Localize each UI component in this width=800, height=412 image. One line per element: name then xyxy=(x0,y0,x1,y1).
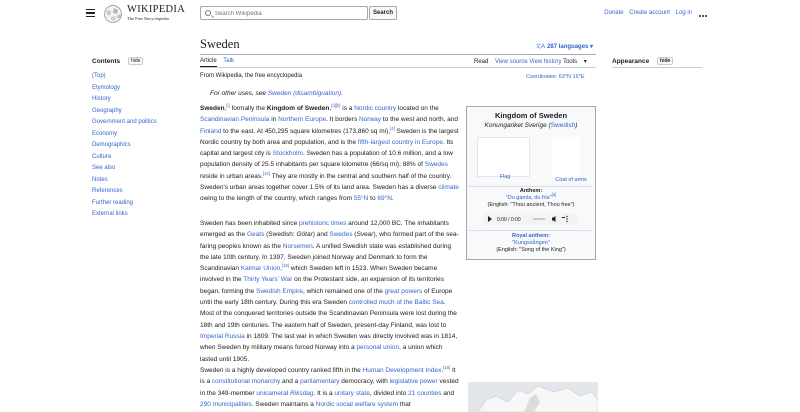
tab-article[interactable]: Article xyxy=(200,58,217,67)
toc-item-culture[interactable]: Culture xyxy=(92,153,112,160)
wordmark-tagline: The Free Encyclopedia xyxy=(127,16,169,21)
toc-item-external-links[interactable]: External links xyxy=(92,211,128,217)
site-subtitle: From Wikipedia, the free encyclopedia xyxy=(200,73,303,79)
toc-item-geography[interactable]: Geography xyxy=(92,107,122,114)
tab-view-history[interactable]: View history xyxy=(529,59,562,65)
anthem-block xyxy=(467,188,595,209)
toc-item-references[interactable]: References xyxy=(92,188,123,194)
royal-anthem-link[interactable]: "Kungssången" xyxy=(512,240,550,246)
appearance-divider xyxy=(612,67,702,68)
search-input[interactable] xyxy=(215,8,365,19)
coat-of-arms-caption-link[interactable]: Coat of arms xyxy=(555,177,587,183)
anthem-label: Anthem: xyxy=(519,188,543,194)
wikipedia-globe-icon[interactable] xyxy=(102,4,124,23)
languages-button[interactable]: 文A 287 languages ▾ xyxy=(535,44,594,50)
languages-label: 287 languages xyxy=(547,44,589,50)
location-map[interactable] xyxy=(468,382,598,412)
flag-image[interactable] xyxy=(477,137,530,177)
title-divider xyxy=(200,54,596,55)
player-time: 0:00 / 0:00 xyxy=(497,217,521,223)
toc-heading: Contents xyxy=(92,58,121,65)
coordinates-link[interactable]: Coordinates: 63°N 16°E xyxy=(526,74,585,80)
page-title: Sweden xyxy=(200,37,240,51)
toc-item-government[interactable]: Government and politics xyxy=(92,119,157,125)
table-of-contents xyxy=(92,57,187,223)
toc-item-history[interactable]: History xyxy=(92,96,111,102)
infobox-native-name: Konungariket Sverige (Swedish) xyxy=(484,122,578,129)
more-options-icon[interactable] xyxy=(562,217,565,218)
audio-player[interactable] xyxy=(483,213,579,225)
flag-caption-link[interactable]: Flag xyxy=(499,174,511,180)
more-options-icon[interactable] xyxy=(699,12,708,19)
anthem-link[interactable]: "Du gamla, du fria" xyxy=(505,195,552,201)
royal-anthem-translation: (English: "Song of the King") xyxy=(496,247,566,253)
search-icon xyxy=(205,10,211,16)
lead-paragraph-2: Sweden has been inhabited since prehistoric times around 12,000 BC. The inhabitants emerged as the Geats (Swedish: Götar) and Swedes (Svear), who formed part of the sea-faring peoples known as the Norsemen. A unified Swedish state was established during the late 10th century. In 1397, Sweden joined Norway and Denmark to form the Scandinavian Kalmar Union,[15] which Sweden left in 1523. When Sweden became involved in the Thirty Years' War on the Protestant side, an expansion of its territories began, forming the Swedish Empire, which remained one of the great powers of Europe until the early 18th century. During this era Sweden controlled much of the Baltic Sea. Most of the conquered territories outside the Scandinavian Peninsula were lost during the 18th and 19th centuries. The eastern half of Sweden, present-day Finland, was lost to Imperial Russia in 1809. The last war in which Sweden was directly involved was in 1814, when Sweden by military means forced Norway into a personal union, a union which lasted until 1905. xyxy=(200,220,459,363)
toc-item-etymology[interactable]: Etymology xyxy=(92,84,121,91)
toc-hide-button[interactable]: hide xyxy=(128,57,143,65)
view-tabs xyxy=(474,58,592,65)
main-menu-icon[interactable] xyxy=(86,9,95,17)
language-icon: 文A xyxy=(535,44,546,50)
toc-item-notes[interactable]: Notes xyxy=(92,176,108,183)
toc-item-demographics[interactable]: Demographics xyxy=(92,142,131,148)
anthem-translation: (English: "Thou ancient, Thou free") xyxy=(487,202,575,208)
tab-talk[interactable]: Talk xyxy=(223,58,234,64)
appearance-panel xyxy=(612,57,673,65)
login-link[interactable]: Log in xyxy=(675,10,692,16)
tab-read[interactable]: Read xyxy=(474,59,488,68)
tools-label: Tools xyxy=(563,59,578,65)
lead-paragraph-1: Sweden,[i] formally the Kingdom of Sweden,[d][h] is a Nordic country located on the Scandinavian Peninsula in Northern Europe. It borders Norway to the west and north, and Finland to the east. At 450,295 square kilometres (173,860 sq mi),[4] Sweden is the largest Nordic country by both area and population, and is the fifth-largest country in Europe. Its capital and largest city is Stockholm. Sweden has a population of 10.6 million, and a low population density of 25.5 inhabitants per square kilometre (66/sq mi); 88% of Swedes reside in urban areas.[14] They are mostly in the central and southern half of the country. Sweden's urban areas together cover 1.5% of its land area. Sweden has a diverse climate owing to the length of the country, which ranges from 55°N to 69°N. xyxy=(200,103,459,203)
search-button[interactable]: Search xyxy=(369,6,397,20)
namespace-tabs xyxy=(200,58,234,64)
infobox-separator xyxy=(469,186,593,187)
tab-view-source[interactable]: View source xyxy=(495,59,528,65)
create-account-link[interactable]: Create account xyxy=(629,10,670,16)
toc-item-economy[interactable]: Economy xyxy=(92,130,118,137)
anthem-footnote[interactable]: [a] xyxy=(551,192,557,197)
lead-paragraph-3: Sweden is a highly developed country ranked fifth in the Human Development Index.[16] It is a constitutional monarchy and a parliamentary democracy, with legislative power vested in the 349-member unicameral Riksdag. It is a unitary state, divided into 21 counties and 290 municipalities. Sweden maintains a Nordic social welfare system that xyxy=(200,365,459,408)
toc-item-see-also[interactable]: See also xyxy=(92,165,116,171)
royal-anthem-block xyxy=(467,233,595,254)
infobox-title: Kingdom of Sweden xyxy=(494,111,568,120)
royal-anthem-label-link[interactable]: Royal anthem: xyxy=(512,233,550,239)
toc-item-further-reading[interactable]: Further reading xyxy=(92,199,134,206)
hatnote: For other uses, see Sweden (disambiguation). xyxy=(210,90,343,97)
infobox-separator xyxy=(469,230,593,231)
wordmark-title: WIKIPEDIA xyxy=(127,4,186,15)
swedish-language-link[interactable]: Swedish xyxy=(550,122,576,129)
tabs-divider xyxy=(200,67,596,68)
coat-of-arms-image[interactable] xyxy=(552,137,580,177)
progress-bar[interactable] xyxy=(533,219,545,220)
tools-menu[interactable]: Tools ▾ xyxy=(563,59,587,65)
search-box[interactable] xyxy=(200,6,368,20)
site-header xyxy=(0,0,800,28)
appearance-heading: Appearance xyxy=(612,58,650,65)
disambiguation-link[interactable]: Sweden (disambiguation) xyxy=(267,90,342,97)
wikipedia-wordmark[interactable] xyxy=(127,5,185,21)
appearance-hide-button[interactable]: hide xyxy=(657,57,673,65)
toc-item-top[interactable]: (Top) xyxy=(92,73,106,79)
infobox xyxy=(466,106,596,260)
personal-tools xyxy=(600,10,692,16)
donate-link[interactable]: Donate xyxy=(604,10,624,16)
